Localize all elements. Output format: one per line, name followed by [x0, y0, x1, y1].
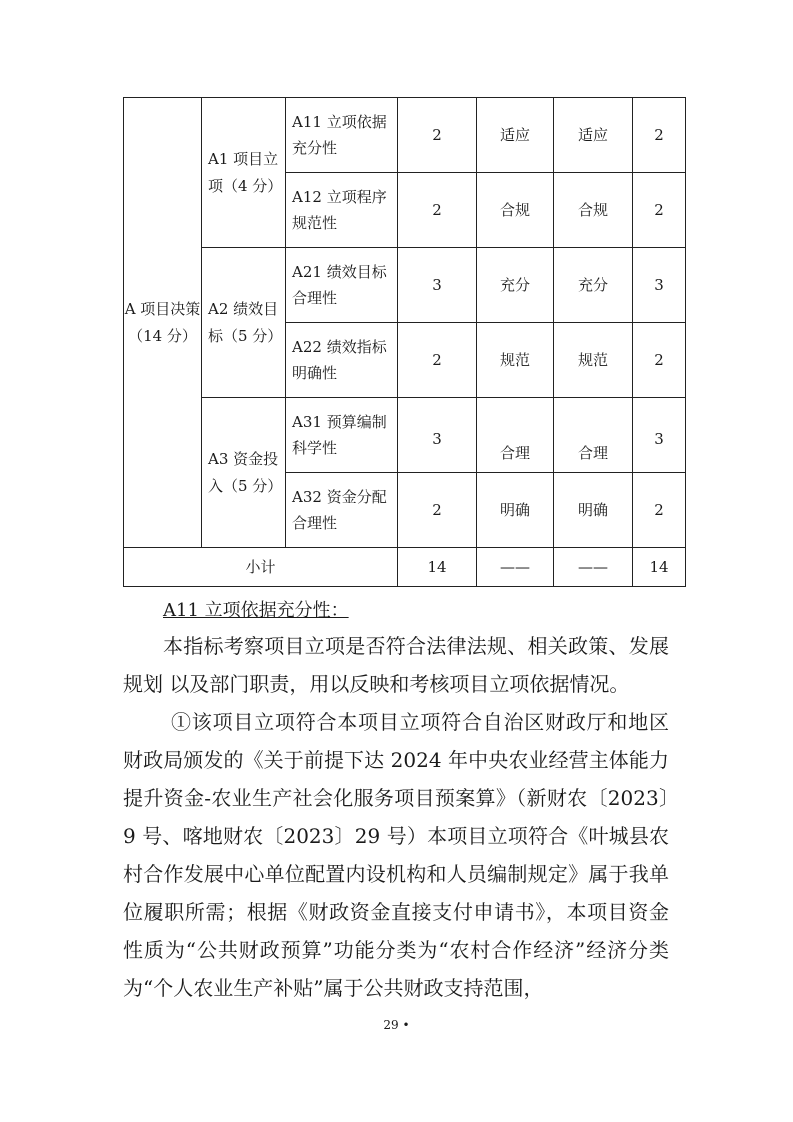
- actual-cell: 明确: [554, 473, 633, 548]
- indicator-label: A21 绩效目标合理性: [286, 248, 398, 323]
- score-cell: 2: [633, 323, 686, 398]
- standard-cell: 规范: [477, 323, 554, 398]
- score-cell: 2: [633, 98, 686, 173]
- sub-category-label: A1 项目立项（4 分）: [202, 98, 286, 248]
- sub-category-label: A2 绩效目标（5 分）: [202, 248, 286, 398]
- weight-cell: 2: [398, 473, 477, 548]
- table-row: [124, 398, 686, 473]
- actual-cell: 合理: [554, 398, 633, 473]
- evaluation-table: [123, 97, 686, 587]
- weight-cell: 2: [398, 173, 477, 248]
- standard-cell: 充分: [477, 248, 554, 323]
- page-number: 29 •: [383, 1018, 410, 1032]
- standard-cell: 合规: [477, 173, 554, 248]
- indicator-label: A11 立项依据充分性: [286, 98, 398, 173]
- table-row: [124, 248, 686, 323]
- score-cell: 2: [633, 473, 686, 548]
- weight-cell: 3: [398, 248, 477, 323]
- weight-cell: 2: [398, 98, 477, 173]
- actual-cell: 充分: [554, 248, 633, 323]
- weight-cell: 3: [398, 398, 477, 473]
- score-cell: 2: [633, 173, 686, 248]
- sub-category-label: A3 资金投入（5 分）: [202, 398, 286, 548]
- body-text: [123, 627, 669, 1007]
- standard-cell: 明确: [477, 473, 554, 548]
- standard-cell: 合理: [477, 398, 554, 473]
- subtotal-actual: ——: [554, 548, 633, 587]
- section-heading: A11 立项依据充分性：: [163, 600, 349, 621]
- standard-cell: 适应: [477, 98, 554, 173]
- actual-cell: 适应: [554, 98, 633, 173]
- actual-cell: 合规: [554, 173, 633, 248]
- subtotal-standard: ——: [477, 548, 554, 587]
- weight-cell: 2: [398, 323, 477, 398]
- group-a-label: A 项目决策（14 分）: [124, 98, 202, 548]
- score-cell: 3: [633, 398, 686, 473]
- subtotal-weight: 14: [398, 548, 477, 587]
- paragraph: ①该项目立项符合本项目立项符合自治区财政厅和地区财政局颁发的《关于前提下达 2024 年中央农业经营主体能力提升资金-农业生产社会化服务项目预案算》（新财农〔2023〕9 号、喀地财农〔2023〕29 号）本项目立项符合《叶城县农村合作发展中心单位配置内设机构和人员编制规定》属于我单位履职所需；根据《财政资金直接支付申请书》，本项目资金性质为“公共财政预算”功能分类为“农村合作经济”经济分类为“个人农业生产补贴”属于公共财政支持范围，: [123, 710, 669, 1000]
- table-row: [124, 98, 686, 173]
- subtotal-label: 小计: [124, 548, 398, 587]
- subtotal-row: [124, 548, 686, 587]
- actual-cell: 规范: [554, 323, 633, 398]
- indicator-label: A31 预算编制科学性: [286, 398, 398, 473]
- indicator-label: A22 绩效指标明确性: [286, 323, 398, 398]
- subtotal-score: 14: [633, 548, 686, 587]
- paragraph: 本指标考察项目立项是否符合法律法规、相关政策、发展规划 以及部门职责，用以反映和考核项目立项依据情况。: [123, 634, 669, 696]
- score-cell: 3: [633, 248, 686, 323]
- indicator-label: A32 资金分配合理性: [286, 473, 398, 548]
- indicator-label: A12 立项程序规范性: [286, 173, 398, 248]
